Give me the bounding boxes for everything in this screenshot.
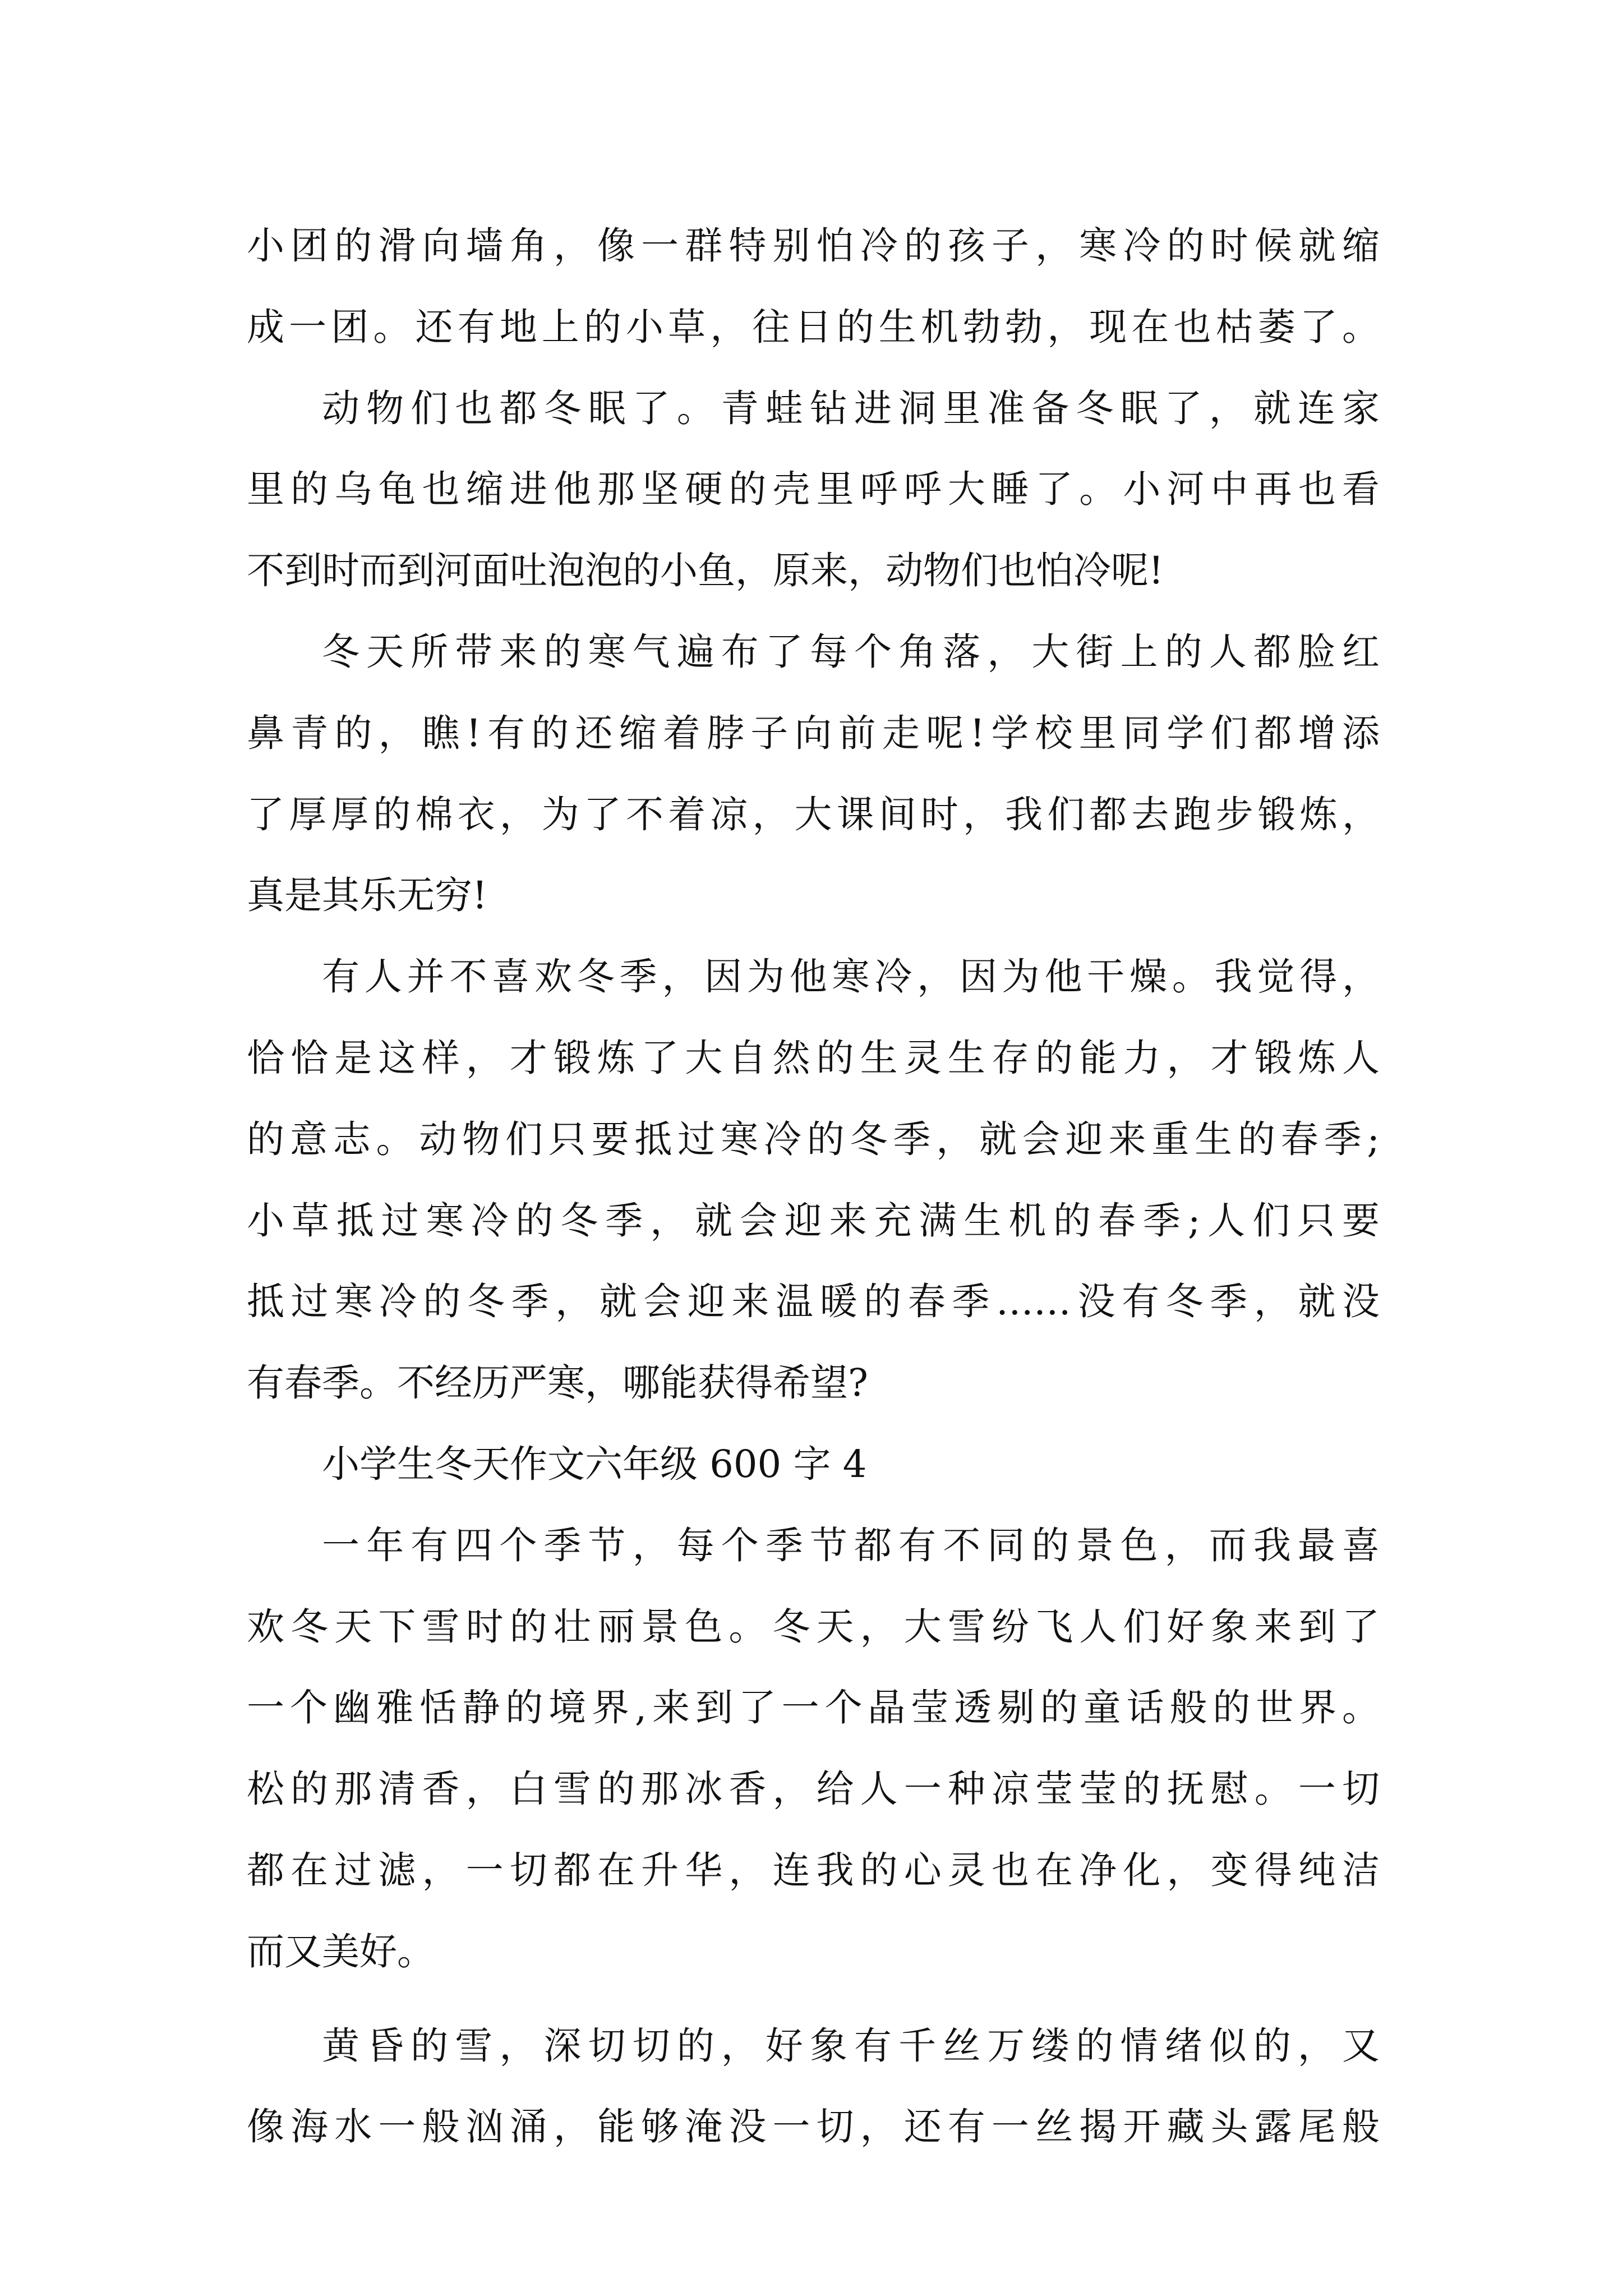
text-line: 都在过滤，一切都在升华，连我的心灵也在净化，变得纯洁 [247,1848,1380,1892]
text-line: 一个幽雅恬静的境界,来到了一个晶莹透剔的童话般的世界。 [247,1686,1380,1730]
paragraph-first-line: 一年有四个季节，每个季节都有不同的景色，而我最喜 [322,1523,1380,1567]
text-line: 而又美好。 [247,1929,435,1973]
paragraph-first-line: 冬天所带来的寒气遍布了每个角落，大街上的人都脸红 [322,629,1380,674]
paragraph-first-line: 有人并不喜欢冬季，因为他寒冷，因为他干燥。我觉得， [322,955,1380,999]
text-line: 松的那清香，白雪的那冰香，给人一种凉莹莹的抚慰。一切 [247,1767,1380,1811]
text-line: 恰恰是这样，才锻炼了大自然的生灵生存的能力，才锻炼人 [247,1036,1380,1080]
paragraph-first-line: 黄昏的雪，深切切的，好象有千丝万缕的情绪似的，又 [322,2023,1380,2068]
text-line: 有春季。不经历严寒，哪能获得希望? [247,1361,868,1405]
text-line: 不到时而到河面吐泡泡的小鱼，原来，动物们也怕冷呢! [247,549,1164,593]
text-line: 里的乌龟也缩进他那坚硬的壳里呼呼大睡了。小河中再也看 [247,467,1380,512]
text-line: 的意志。动物们只要抵过寒冷的冬季，就会迎来重生的春季; [247,1117,1380,1161]
document-body [247,205,1380,2168]
text-line: 真是其乐无穷! [247,873,487,918]
section-heading: 小学生冬天作文六年级 600 字 4 [322,1442,867,1486]
text-line: 小草抵过寒冷的冬季，就会迎来充满生机的春季;人们只要 [247,1198,1380,1243]
text-line: 欢冬天下雪时的壮丽景色。冬天，大雪纷飞人们好象来到了 [247,1604,1380,1649]
text-line: 小团的滑向墙角，像一群特别怕冷的孩子，寒冷的时候就缩 [247,224,1380,268]
text-line: 鼻青的，瞧!有的还缩着脖子向前走呢!学校里同学们都增添 [247,711,1380,755]
text-line: 成一团。还有地上的小草，往日的生机勃勃，现在也枯萎了。 [247,305,1380,349]
paragraph-first-line: 动物们也都冬眠了。青蛙钻进洞里准备冬眠了，就连家 [322,386,1380,430]
text-line: 抵过寒冷的冬季，就会迎来温暖的春季……没有冬季，就没 [247,1280,1380,1324]
text-line: 像海水一般汹涌，能够淹没一切，还有一丝揭开藏头露尾般 [247,2105,1380,2149]
text-line: 了厚厚的棉衣，为了不着凉，大课间时，我们都去跑步锻炼， [247,792,1380,836]
